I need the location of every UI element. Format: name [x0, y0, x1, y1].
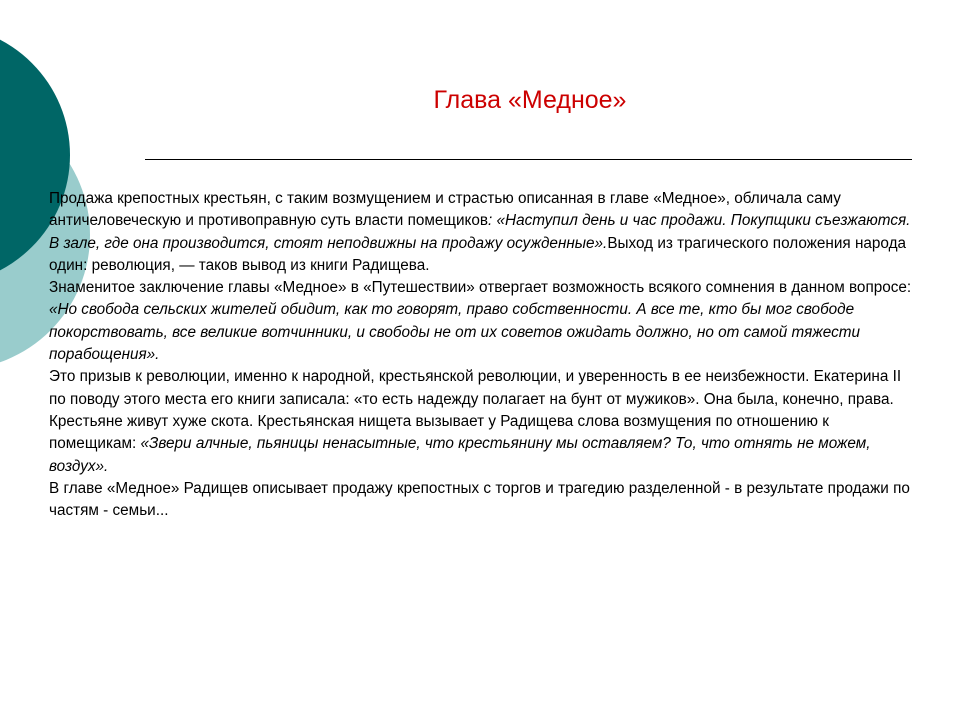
- paragraph-text: Продажа крепостных крестьян, с таким возмущением и страстью описанная в главе «Медное», обличала саму античеловеческую и противоправную суть власти помещиков: [49, 190, 841, 230]
- paragraph-catherine: [49, 366, 919, 411]
- paragraph-poverty: [49, 411, 919, 478]
- paragraph-text: Знаменитое заключение главы «Медное» в «Путешествии» отвергает возможность всякого сомнения в данном вопросе:: [49, 279, 912, 297]
- paragraph-text: Крестьяне живут хуже скота. Крестьянская нищета вызывает у Радищева слова возмущения по отношению к помещикам:: [49, 412, 829, 453]
- slide-title: Глава «Медное»: [433, 86, 627, 114]
- paragraph-family: [49, 478, 919, 523]
- paragraph-text: Это призыв к революции, именно к народной, крестьянской революции, и уверенность в ее неизбежности. Екатерина II по поводу этого места его книги записала: «то есть надежду полагает на бунт от мужиков». Она была, конечно, права.: [49, 368, 902, 408]
- quote: «Но свобода сельских жителей обидит, как то говорят, право собственности. А все те, кто бы мог свободе покорствовать, все великие вотчинники, и свободы не от их советов ожидать должно, но от самой тяжести порабощения».: [49, 301, 861, 364]
- paragraph-text: В главе «Медное» Радищев описывает продажу крепостных с торгов и трагедию разделенной - в результате продажи по частям - семьи...: [49, 479, 910, 520]
- quote: «Звери алчные, пьяницы ненасытные, что крестьянину мы оставляем? То, что отнять не можем, воздух».: [49, 435, 871, 475]
- paragraph-text: Выход из трагического положения народа один: революция, — таков вывод из книги Радищева.: [49, 234, 907, 274]
- paragraph-conclusion: [49, 277, 919, 366]
- title-divider: [145, 159, 912, 160]
- quote: : «Наступил день и час продажи. Покупщики съезжаются. В зале, где она производится, стоят неподвижны на продажу осужденные».: [49, 212, 911, 252]
- body-text: [49, 188, 919, 522]
- paragraph-sale: [49, 188, 919, 277]
